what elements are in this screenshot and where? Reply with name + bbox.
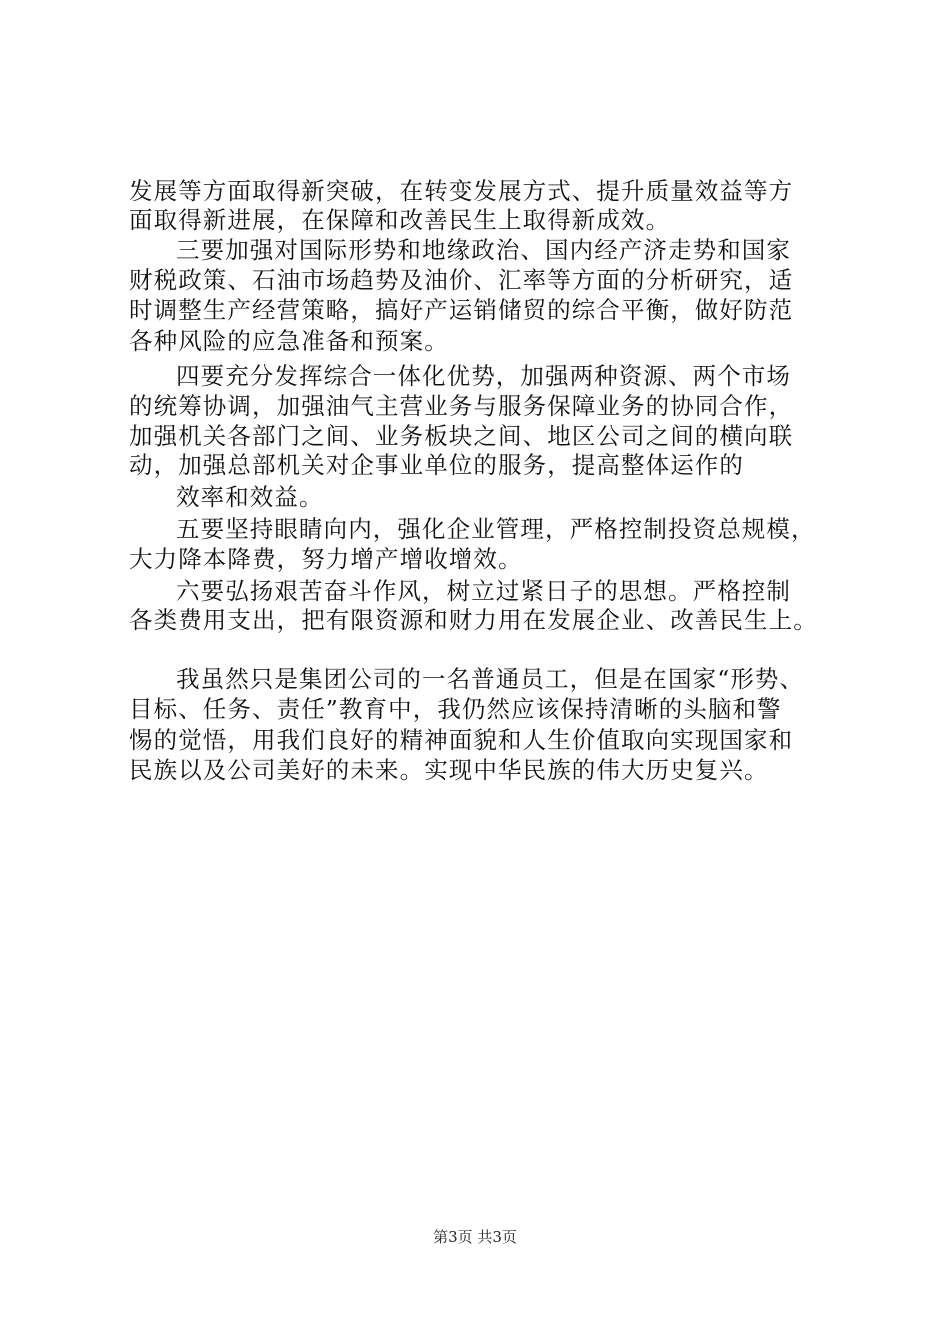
text-line-5: 时调整生产经营策略，搞好产运销储贸的综合平衡，做好防范 (129, 296, 794, 324)
text-line-2: 面取得新进展，在保障和改善民生上取得新成效。 (129, 206, 671, 234)
text-line-6: 各种风险的应急准备和预案。 (129, 327, 449, 355)
text-line-14: 六要弘扬艰苦奋斗作风，树立过紧日子的思想。严格控制 (176, 577, 791, 605)
page-number: 第3页 共3页 (433, 1228, 517, 1246)
text-line-3: 三要加强对国际形势和地缘政治、国内经产济走势和国家 (176, 236, 791, 264)
text-line-9: 加强机关各部门之间、业务板块之间、地区公司之间的横向联 (129, 422, 794, 450)
text-line-19: 民族以及公司美好的未来。实现中华民族的伟大历史复兴。 (129, 756, 769, 784)
text-line-11: 效率和效益。 (176, 483, 324, 511)
text-line-1: 发展等方面取得新突破，在转变发展方式、提升质量效益等方 (129, 177, 794, 205)
text-line-7: 四要充分发挥综合一体化优势，加强两种资源、两个市场 (176, 362, 791, 390)
text-line-13: 大力降本降费，努力增产增收增效。 (129, 545, 523, 573)
text-line-16: 我虽然只是集团公司的一名普通员工，但是在国家“形势、 (176, 665, 805, 693)
text-line-12: 五要坚持眼睛向内，强化企业管理，严格控制投资总规模， (176, 515, 816, 543)
text-line-15: 各类费用支出，把有限资源和财力用在发展企业、改善民生上。 (129, 606, 818, 634)
text-line-17: 目标、任务、责任”教育中，我仍然应该保持清晰的头脑和警 (129, 695, 782, 723)
text-line-10: 动，加强总部机关对企事业单位的服务，提高整体运作的 (129, 451, 744, 479)
text-line-18: 惕的觉悟，用我们良好的精神面貌和人生价值取向实现国家和 (129, 726, 794, 754)
text-line-4: 财税政策、石油市场趋势及油价、汇率等方面的分析研究，适 (129, 266, 794, 294)
text-line-8: 的统筹协调，加强油气主营业务与服务保障业务的协同合作， (129, 392, 794, 420)
